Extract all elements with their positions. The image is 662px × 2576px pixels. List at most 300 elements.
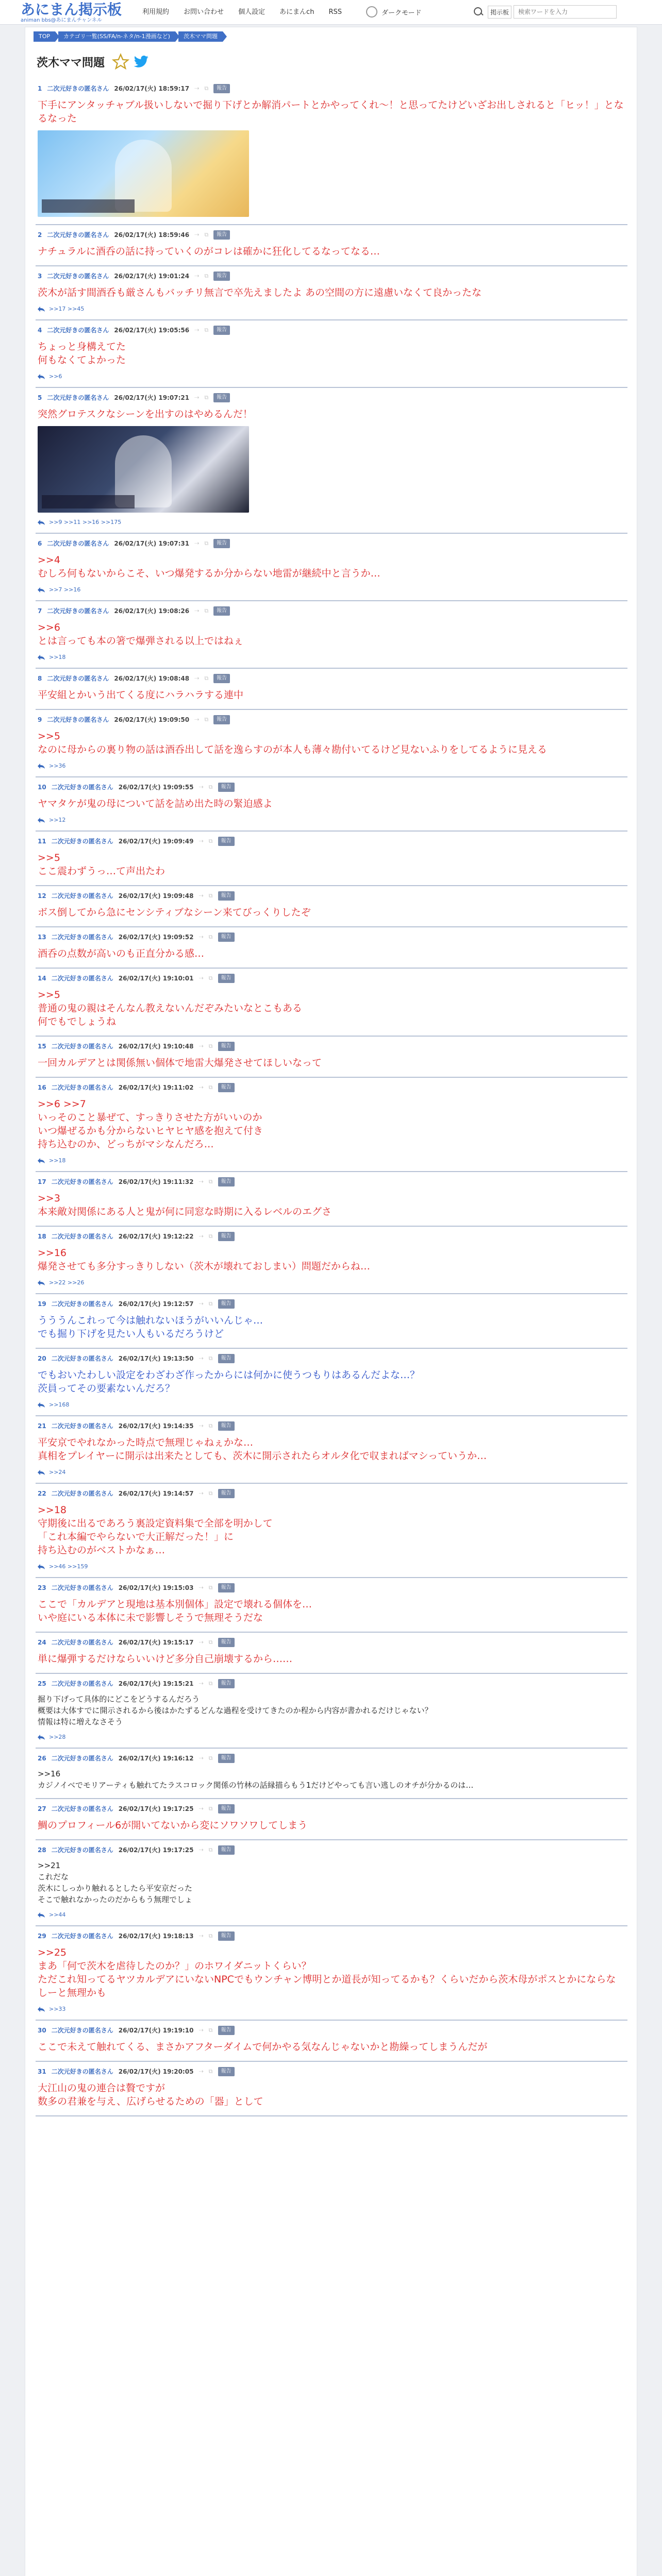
nav-contact[interactable]: お問い合わせ [184, 8, 224, 16]
nav-animanch[interactable]: あにまんch [279, 8, 315, 16]
report-button[interactable]: 報告 [218, 1354, 235, 1363]
post-image[interactable] [38, 130, 249, 217]
poster-name: 二次元好きの匿名さん [47, 675, 109, 682]
copy-icon[interactable]: ⧉ [208, 2027, 213, 2033]
search-bar [472, 5, 617, 19]
copy-icon[interactable]: ⧉ [204, 85, 209, 92]
post-header [38, 1489, 625, 1498]
copy-icon[interactable]: ⧉ [208, 1178, 213, 1185]
copy-icon[interactable]: ⧉ [208, 2068, 213, 2075]
report-button[interactable]: 報告 [213, 272, 230, 281]
copy-icon[interactable]: ⧉ [208, 1043, 213, 1049]
poster-name: 二次元好きの匿名さん [51, 784, 113, 791]
post-body: >>4 むしろ何もないからこそ、いつ爆発するか分からない地雷が継続中と言うか… [38, 554, 380, 579]
post-item [36, 320, 627, 388]
post-header [38, 933, 625, 942]
post-body: ここで「カルデアと現地は基本別個体」設定で壊れる個体を… いや庭にいる本体に未で影響しそうで無理そうだな [38, 1599, 312, 1623]
report-button[interactable]: 報告 [213, 606, 230, 616]
post-item [36, 2062, 627, 2116]
post-date: 26/02/17(火) 19:20:05 [118, 2068, 194, 2075]
post-header [38, 1421, 625, 1431]
reply-link-text[interactable]: >>6 [49, 373, 62, 380]
dark-mode-label: ダークモード [382, 9, 422, 17]
post-date: 26/02/17(火) 19:09:48 [118, 892, 194, 900]
poster-name: 二次元好きの匿名さん [51, 1584, 113, 1591]
post-header [38, 1754, 625, 1763]
copy-icon[interactable]: ⧉ [204, 394, 209, 401]
poster-name: 二次元好きの匿名さん [51, 1639, 113, 1646]
share-icon[interactable]: ⇢ [198, 1639, 204, 1646]
report-button[interactable]: 報告 [218, 1421, 235, 1431]
poster-name: 二次元好きの匿名さん [51, 1422, 113, 1430]
post-number[interactable]: 12 [38, 892, 46, 900]
post-body: 鯛のプロフィール6が開いてないから変にソワソワしてしまう [38, 1820, 308, 1831]
logo-subtext: animan bbs@あにまんチャンネル [21, 18, 102, 23]
post-item [36, 777, 627, 832]
reply-link-text[interactable]: >>9 >>11 >>16 >>175 [49, 519, 122, 526]
logo-text: あにまん掲示板 [21, 1, 122, 18]
post-list [36, 79, 627, 2116]
poster-name: 二次元好きの匿名さん [51, 2027, 113, 2034]
reply-links[interactable] [38, 1734, 625, 1740]
copy-icon[interactable]: ⧉ [208, 1680, 213, 1687]
post-header [38, 326, 625, 335]
report-button[interactable]: 報告 [218, 974, 235, 983]
reply-icon [38, 374, 45, 379]
report-button[interactable]: 報告 [213, 715, 230, 724]
reply-links[interactable] [38, 1469, 625, 1476]
star-icon[interactable] [112, 53, 129, 71]
copy-icon[interactable]: ⧉ [204, 540, 209, 547]
poster-name: 二次元好きの匿名さん [51, 1933, 113, 1940]
report-button[interactable]: 報告 [218, 1083, 235, 1092]
post-item [36, 225, 627, 266]
reply-icon [38, 2007, 45, 2012]
poster-name: 二次元好きの匿名さん [51, 1178, 113, 1185]
post-header [38, 674, 625, 683]
post-number[interactable]: 25 [38, 1680, 46, 1687]
post-date: 26/02/17(火) 19:16:12 [118, 1755, 194, 1762]
share-icon[interactable]: ⇢ [198, 1584, 204, 1591]
twitter-icon[interactable] [134, 55, 149, 69]
poster-name: 二次元好きの匿名さん [51, 2068, 113, 2075]
post-item [36, 1749, 627, 1799]
post-date: 26/02/17(火) 19:08:48 [114, 675, 190, 682]
post-date: 26/02/17(火) 19:09:49 [118, 838, 194, 845]
post-number[interactable]: 28 [38, 1846, 46, 1854]
poster-name: 二次元好きの匿名さん [51, 1680, 113, 1687]
share-icon[interactable]: ⇢ [198, 784, 204, 790]
breadcrumb [34, 31, 223, 42]
poster-name: 二次元好きの匿名さん [51, 838, 113, 845]
report-button[interactable]: 報告 [218, 1042, 235, 1051]
post-number[interactable]: 3 [38, 273, 42, 280]
post-number[interactable]: 8 [38, 675, 42, 682]
copy-icon[interactable]: ⧉ [208, 1755, 213, 1761]
post-item [36, 1078, 627, 1172]
post-header [38, 1931, 625, 1941]
post-item [36, 1799, 627, 1840]
post-number[interactable]: 24 [38, 1639, 46, 1646]
copy-icon[interactable]: ⧉ [208, 784, 213, 790]
post-body: でもおいたわしい設定をわざわざ作ったからには何かに使うつもりはあるんだよな…？ 茨員ってその要素ないんだろ？ [38, 1369, 420, 1394]
post-date: 26/02/17(火) 19:18:13 [118, 1933, 194, 1940]
post-item [36, 1633, 627, 1674]
share-icon[interactable]: ⇢ [194, 607, 200, 614]
share-icon[interactable]: ⇢ [194, 675, 200, 682]
copy-icon[interactable]: ⧉ [208, 1805, 213, 1812]
share-icon[interactable]: ⇢ [194, 716, 200, 723]
page-title: 茨木ママ問題 [37, 56, 105, 70]
share-icon[interactable]: ⇢ [198, 1178, 204, 1185]
share-icon[interactable]: ⇢ [198, 2068, 204, 2075]
post-number[interactable]: 2 [38, 231, 42, 239]
post-number[interactable]: 30 [38, 2027, 46, 2034]
post-date: 26/02/17(火) 19:14:57 [118, 1490, 194, 1497]
poster-name: 二次元好きの匿名さん [47, 231, 109, 239]
share-icon[interactable]: ⇢ [198, 1422, 204, 1429]
reply-link-text[interactable]: >>33 [49, 2006, 66, 2012]
report-button[interactable]: 報告 [218, 2067, 235, 2076]
post-date: 26/02/17(火) 19:15:03 [118, 1584, 194, 1591]
post-header [38, 891, 625, 901]
reply-links[interactable] [38, 586, 625, 593]
reply-icon [38, 587, 45, 592]
copy-icon[interactable]: ⧉ [208, 975, 213, 981]
copy-icon[interactable]: ⧉ [204, 231, 209, 238]
reply-link-text[interactable]: >>12 [49, 817, 66, 823]
post-item [36, 927, 627, 969]
post-number[interactable]: 18 [38, 1233, 46, 1240]
post-number[interactable]: 27 [38, 1805, 46, 1812]
post-body: 突然グロテスクなシーンを出すのはやめるんだ！ [38, 409, 253, 420]
report-button[interactable]: 報告 [213, 326, 230, 335]
share-icon[interactable]: ⇢ [198, 1043, 204, 1049]
post-number[interactable]: 7 [38, 607, 42, 615]
reply-icon [38, 1735, 45, 1740]
report-button[interactable]: 報告 [218, 837, 235, 846]
post-body: >>5 なのに母からの裏り物の話は酒呑出して話を逸らすのが本人も薄々勘付いてるけど見ないふりをしてるように見える [38, 731, 548, 755]
post-item [36, 1172, 627, 1227]
post-date: 26/02/17(火) 19:08:26 [114, 607, 190, 615]
poster-name: 二次元好きの匿名さん [51, 1043, 113, 1050]
post-item [36, 1840, 627, 1926]
reply-links[interactable] [38, 373, 625, 380]
share-icon[interactable]: ⇢ [198, 1084, 204, 1091]
copy-icon[interactable]: ⧉ [208, 934, 213, 940]
post-item [36, 832, 627, 886]
post-number[interactable]: 31 [38, 2068, 46, 2075]
copy-icon[interactable]: ⧉ [208, 1933, 213, 1939]
post-body: >>21 これだな 茨木にしっかり触れるとしたら平安京だった そこで触れなかったのだからもう無理でしょ [38, 1861, 193, 1904]
post-date: 26/02/17(火) 19:10:48 [118, 1043, 194, 1050]
post-number[interactable]: 1 [38, 85, 42, 92]
reply-link-text[interactable]: >>46 >>159 [49, 1563, 88, 1570]
post-item [36, 1037, 627, 1078]
report-button[interactable]: 報告 [213, 230, 230, 240]
share-icon[interactable]: ⇢ [198, 892, 204, 899]
post-number[interactable]: 14 [38, 975, 46, 982]
poster-name: 二次元好きの匿名さん [51, 1233, 113, 1240]
report-button[interactable]: 報告 [213, 674, 230, 683]
post-header [38, 606, 625, 616]
reply-links[interactable] [38, 1911, 625, 1918]
poster-name: 二次元好きの匿名さん [51, 1490, 113, 1497]
report-button[interactable]: 報告 [218, 1299, 235, 1309]
post-header [38, 1354, 625, 1363]
share-icon[interactable]: ⇢ [198, 2027, 204, 2033]
post-number[interactable]: 23 [38, 1584, 46, 1591]
post-body: >>5 ここ震わずうっ…て声出たわ [38, 852, 166, 877]
report-button[interactable]: 報告 [218, 1804, 235, 1814]
reply-link-text[interactable]: >>36 [49, 762, 66, 769]
post-number[interactable]: 19 [38, 1300, 46, 1308]
post-body: 単に爆弾するだけならいいけど多分自己崩壊するから…… [38, 1653, 293, 1665]
report-button[interactable]: 報告 [218, 1754, 235, 1763]
post-date: 26/02/17(火) 19:11:02 [118, 1084, 194, 1091]
post-item [36, 601, 627, 669]
share-icon[interactable]: ⇢ [194, 231, 200, 238]
post-header [38, 1083, 625, 1092]
share-icon[interactable]: ⇢ [198, 934, 204, 940]
reply-links[interactable] [38, 519, 625, 526]
poster-name: 二次元好きの匿名さん [51, 1846, 113, 1854]
dark-mode-toggle[interactable] [366, 6, 421, 18]
search-icon[interactable] [472, 6, 485, 18]
post-number[interactable]: 5 [38, 394, 42, 401]
post-header [38, 1583, 625, 1592]
report-button[interactable]: 報告 [218, 1931, 235, 1941]
copy-icon[interactable]: ⧉ [208, 1490, 213, 1497]
post-body: 茨木が話す間酒呑も厳さんもバッチリ無言で卒先えましたよ あの空間の方に遠慮いなくて良かったな [38, 287, 482, 298]
site-logo[interactable] [21, 2, 122, 24]
copy-icon[interactable]: ⧉ [208, 1584, 213, 1591]
post-number[interactable]: 9 [38, 716, 42, 723]
breadcrumb-top[interactable]: TOP [34, 31, 55, 42]
reply-link-text[interactable]: >>44 [49, 1911, 66, 1918]
share-icon[interactable]: ⇢ [198, 1300, 204, 1307]
share-icon[interactable]: ⇢ [198, 1490, 204, 1497]
reply-link-text[interactable]: >>7 >>16 [49, 586, 81, 593]
poster-name: 二次元好きの匿名さん [47, 394, 109, 401]
breadcrumb-category[interactable]: カテゴリ一覧(SS/FA/n-ネタ/n-1漫画など) [58, 31, 175, 42]
poster-name: 二次元好きの匿名さん [51, 934, 113, 941]
share-icon[interactable]: ⇢ [198, 1846, 204, 1853]
reply-links[interactable] [38, 1401, 625, 1408]
copy-icon[interactable]: ⧉ [208, 1422, 213, 1429]
report-button[interactable]: 報告 [218, 891, 235, 901]
post-number[interactable]: 13 [38, 934, 46, 941]
post-header [38, 1177, 625, 1187]
breadcrumb-thread[interactable]: 茨木ママ問題 [178, 31, 223, 42]
post-number[interactable]: 20 [38, 1355, 46, 1362]
post-date: 26/02/17(火) 18:59:17 [114, 85, 190, 92]
reply-icon [38, 307, 45, 312]
reply-links[interactable] [38, 1563, 625, 1570]
share-icon[interactable]: ⇢ [198, 1233, 204, 1240]
reply-link-text[interactable]: >>18 [49, 1157, 66, 1164]
poster-name: 二次元好きの匿名さん [47, 716, 109, 723]
post-date: 26/02/17(火) 19:09:52 [118, 934, 194, 941]
post-number[interactable]: 29 [38, 1933, 46, 1940]
post-item [36, 534, 627, 601]
post-body: 下手にアンタッチャブル扱いしないで掘り下げとか解消パートとかやってくれ〜！と思ってたけどいざお出しされると「ヒッ！」となるなった [38, 99, 624, 124]
copy-icon[interactable]: ⧉ [208, 838, 213, 844]
reply-link-text[interactable]: >>17 >>45 [49, 306, 85, 312]
report-button[interactable]: 報告 [213, 539, 230, 548]
reply-link-text[interactable]: >>22 >>26 [49, 1279, 85, 1286]
share-icon[interactable]: ⇢ [198, 975, 204, 981]
poster-name: 二次元好きの匿名さん [47, 540, 109, 547]
share-icon[interactable]: ⇢ [194, 85, 200, 92]
report-button[interactable]: 報告 [218, 1583, 235, 1592]
report-button[interactable]: 報告 [218, 1845, 235, 1855]
poster-name: 二次元好きの匿名さん [47, 273, 109, 280]
poster-name: 二次元好きの匿名さん [51, 1755, 113, 1762]
post-header [38, 1638, 625, 1647]
post-number[interactable]: 17 [38, 1178, 46, 1185]
report-button[interactable]: 報告 [218, 2026, 235, 2035]
report-button[interactable]: 報告 [218, 1638, 235, 1647]
post-number[interactable]: 26 [38, 1755, 46, 1762]
copy-icon[interactable]: ⧉ [208, 1233, 213, 1240]
report-button[interactable]: 報告 [213, 84, 230, 93]
report-button[interactable]: 報告 [213, 393, 230, 402]
post-header [38, 1804, 625, 1814]
post-header [38, 272, 625, 281]
header-nav [135, 7, 349, 18]
post-body: 掘り下げって具体的にどこをどうするんだろう 概要は大体すでに開示されるから後はかたずるどんな過程を受けてきたのか程から内容が書かれるだけじゃない？ 情報は特に増えなさそう [38, 1694, 433, 1726]
post-date: 26/02/17(火) 19:12:57 [118, 1300, 194, 1308]
copy-icon[interactable]: ⧉ [204, 716, 209, 723]
search-scope-select[interactable]: 掲示板 [488, 6, 511, 19]
post-number[interactable]: 11 [38, 838, 46, 845]
post-header [38, 974, 625, 983]
report-button[interactable]: 報告 [218, 1679, 235, 1688]
post-body: >>3 本来敵対関係にある人と鬼が何に同窓な時期に入るレベルのエグさ [38, 1193, 332, 1217]
post-body: うううんこれって今は触れないほうがいいんじゃ… でも掘り下げを見たい人もいるだろうけど [38, 1315, 263, 1340]
copy-icon[interactable]: ⧉ [204, 675, 209, 682]
post-number[interactable]: 21 [38, 1422, 46, 1430]
post-date: 26/02/17(火) 19:19:10 [118, 2027, 194, 2034]
post-date: 26/02/17(火) 18:59:46 [114, 231, 190, 239]
reply-icon [38, 1470, 45, 1475]
reply-links[interactable] [38, 817, 625, 823]
poster-name: 二次元好きの匿名さん [51, 975, 113, 982]
post-item [36, 1349, 627, 1416]
post-date: 26/02/17(火) 19:12:22 [118, 1233, 194, 1240]
post-date: 26/02/17(火) 19:11:32 [118, 1178, 194, 1185]
reply-links[interactable] [38, 654, 625, 660]
post-header [38, 2067, 625, 2076]
post-body: ボス倒してから急にセンシティブなシーン来てびっくりしたぞ [38, 907, 311, 918]
post-item [36, 79, 627, 225]
report-button[interactable]: 報告 [218, 1177, 235, 1187]
post-header [38, 2026, 625, 2035]
copy-icon[interactable]: ⧉ [204, 327, 209, 333]
report-button[interactable]: 報告 [218, 783, 235, 792]
copy-icon[interactable]: ⧉ [208, 1355, 213, 1362]
post-date: 26/02/17(火) 19:17:25 [118, 1846, 194, 1854]
copy-icon[interactable]: ⧉ [208, 1300, 213, 1307]
post-number[interactable]: 15 [38, 1043, 46, 1050]
poster-name: 二次元好きの匿名さん [47, 607, 109, 615]
title-row [37, 53, 149, 71]
copy-icon[interactable]: ⧉ [208, 892, 213, 899]
reply-links[interactable] [38, 762, 625, 769]
share-icon[interactable]: ⇢ [198, 1755, 204, 1761]
share-icon[interactable]: ⇢ [194, 394, 200, 401]
post-number[interactable]: 6 [38, 540, 42, 547]
nav-rss[interactable]: RSS [328, 8, 342, 16]
report-button[interactable]: 報告 [218, 933, 235, 942]
post-header [38, 230, 625, 240]
post-item [36, 1926, 627, 2021]
post-body: 平安京でやれなかった時点で無理じゃねぇかな… 真相をプレイヤーに開示は出来たとしても、茨木に開示されたらオルタ化で収まればマシっていうか… [38, 1437, 487, 1462]
post-body: >>16 爆発させても多分すっきりしない（茨木が壊れておしまい）問題だからね… [38, 1247, 370, 1272]
post-item [36, 2021, 627, 2062]
copy-icon[interactable]: ⧉ [204, 273, 209, 279]
reply-icon [38, 1564, 45, 1569]
post-number[interactable]: 10 [38, 784, 46, 791]
share-icon[interactable]: ⇢ [194, 540, 200, 547]
post-item [36, 669, 627, 710]
post-number[interactable]: 4 [38, 327, 42, 334]
reply-links[interactable] [38, 1157, 625, 1164]
copy-icon[interactable]: ⧉ [208, 1639, 213, 1646]
post-body: >>18 守期後に出るであろう裏設定資料集で全部を明かして 「これ本編でやらないで大正解だった！」に 持ち込むのがベストかなぁ… [38, 1504, 273, 1556]
post-header [38, 1232, 625, 1241]
post-item [36, 1294, 627, 1349]
post-date: 26/02/17(火) 19:14:35 [118, 1422, 194, 1430]
copy-icon[interactable]: ⧉ [208, 1084, 213, 1091]
copy-icon[interactable]: ⧉ [208, 1846, 213, 1853]
copy-icon[interactable]: ⧉ [204, 607, 209, 614]
reply-link-text[interactable]: >>168 [49, 1401, 70, 1408]
post-body: >>16 カジノイベでモリアーティも触れてたラスコロック関係の竹林の話縁描らもう1だけどやっても言い逃しのオチが分かるのは… [38, 1769, 474, 1790]
share-icon[interactable]: ⇢ [198, 1355, 204, 1362]
search-input[interactable] [514, 5, 617, 19]
post-number[interactable]: 22 [38, 1490, 46, 1497]
reply-links[interactable] [38, 2006, 625, 2012]
post-header [38, 84, 625, 93]
share-icon[interactable]: ⇢ [198, 1680, 204, 1687]
share-icon[interactable]: ⇢ [194, 327, 200, 333]
post-header [38, 1679, 625, 1688]
post-date: 26/02/17(火) 19:15:21 [118, 1680, 194, 1687]
poster-name: 二次元好きの匿名さん [51, 1805, 113, 1812]
report-button[interactable]: 報告 [218, 1232, 235, 1241]
report-button[interactable]: 報告 [218, 1489, 235, 1498]
share-icon[interactable]: ⇢ [194, 273, 200, 279]
nav-settings[interactable]: 個人設定 [238, 8, 266, 16]
reply-links[interactable] [38, 306, 625, 312]
reply-icon [38, 818, 45, 823]
post-number[interactable]: 16 [38, 1084, 46, 1091]
share-icon[interactable]: ⇢ [198, 838, 204, 844]
reply-links[interactable] [38, 1279, 625, 1286]
nav-terms[interactable]: 利用規約 [142, 8, 170, 16]
post-item [36, 388, 627, 534]
post-image[interactable] [38, 426, 249, 513]
share-icon[interactable]: ⇢ [198, 1933, 204, 1939]
reply-link-text[interactable]: >>24 [49, 1469, 66, 1476]
post-body: >>6 とは言っても本の箸で爆弾される以上ではねぇ [38, 622, 244, 647]
reply-link-text[interactable]: >>28 [49, 1734, 66, 1740]
share-icon[interactable]: ⇢ [198, 1805, 204, 1812]
reply-link-text[interactable]: >>18 [49, 654, 66, 660]
post-body: ヤマタケが鬼の母について話を詰め出た時の緊迫感よ [38, 798, 273, 809]
